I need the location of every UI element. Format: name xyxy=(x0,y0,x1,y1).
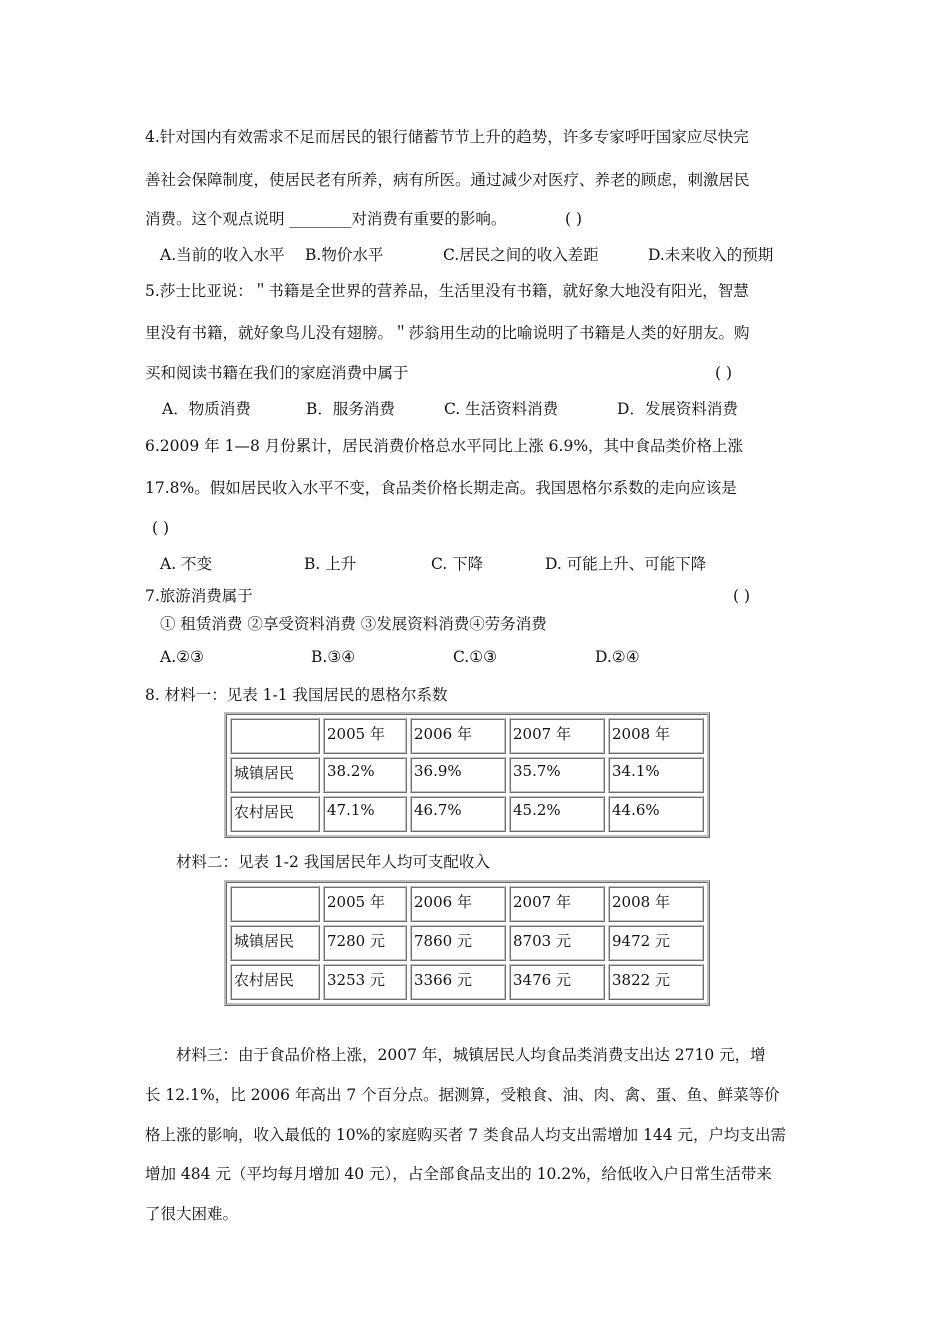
table-cell: 9472 元 xyxy=(608,925,704,961)
table-cell: 3366 元 xyxy=(410,964,506,1000)
q6-line-2: 17.8%。假如居民收入水平不变，食品类价格长期走高。我国恩格尔系数的走向应该是 xyxy=(145,479,737,497)
q5-line-3: 买和阅读书籍在我们的家庭消费中属于 xyxy=(145,364,409,382)
material-2-caption: 材料二：见表 1-2 我国居民年人均可支配收入 xyxy=(176,853,490,871)
table-cell: 36.9% xyxy=(410,757,506,793)
q5-answer-bracket: ( ) xyxy=(715,364,733,382)
q5-option-a: A．物质消费 xyxy=(162,400,251,418)
table-cell xyxy=(230,886,320,922)
q6-option-c: C. 下降 xyxy=(431,555,484,573)
table-cell: 3253 元 xyxy=(323,964,407,1000)
q7-option-b: B.③④ xyxy=(311,648,356,666)
table-cell: 2007 年 xyxy=(509,718,605,754)
table-cell: 34.1% xyxy=(608,757,704,793)
table-cell: 3476 元 xyxy=(509,964,605,1000)
table-row xyxy=(230,796,704,832)
table-cell: 2007 年 xyxy=(509,886,605,922)
table-cell xyxy=(230,718,320,754)
q5-option-b: B．服务消费 xyxy=(306,400,395,418)
q4-option-b: B.物价水平 xyxy=(305,246,384,264)
q7-line-1: 7.旅游消费属于 xyxy=(145,587,253,605)
q6-option-d: D. 可能上升、可能下降 xyxy=(545,555,707,573)
material-1-caption: 8. 材料一：见表 1-1 我国居民的恩格尔系数 xyxy=(145,686,448,704)
q7-option-a: A.②③ xyxy=(160,648,204,666)
disposable-income-table xyxy=(224,880,710,1006)
q5-line-1: 5.莎士比亚说：＂书籍是全世界的营养品，生活里没有书籍，就好象大地没有阳光，智慧 xyxy=(145,282,749,300)
table-row xyxy=(230,757,704,793)
q6-option-b: B. 上升 xyxy=(304,555,357,573)
table-cell: 44.6% xyxy=(608,796,704,832)
q4-line-3: 消费。这个观点说明 ________对消费有重要的影响。 xyxy=(145,210,507,228)
table-row xyxy=(230,925,704,961)
table-cell: 45.2% xyxy=(509,796,605,832)
q4-line-1: 4.针对国内有效需求不足而居民的银行储蓄节节上升的趋势，许多专家呼吁国家应尽快完 xyxy=(145,128,749,146)
engel-coefficient-table xyxy=(224,712,710,838)
q5-option-c: C. 生活资料消费 xyxy=(444,400,559,418)
q6-option-a: A. 不变 xyxy=(160,555,213,573)
q4-answer-bracket: ( ) xyxy=(565,210,583,228)
q4-option-a: A.当前的收入水平 xyxy=(160,246,285,264)
q6-answer-bracket: ( ) xyxy=(152,519,170,537)
q6-line-1: 6.2009 年 1—8 月份累计，居民消费价格总水平同比上涨 6.9%，其中食品类价格上涨 xyxy=(145,437,744,455)
table-cell: 8703 元 xyxy=(509,925,605,961)
table-cell: 47.1% xyxy=(323,796,407,832)
table-cell: 农村居民 xyxy=(230,796,320,832)
table-cell: 2005 年 xyxy=(323,886,407,922)
q7-option-c: C.①③ xyxy=(453,648,498,666)
q7-items: ① 租赁消费 ②享受资料消费 ③发展资料消费④劳务消费 xyxy=(160,615,547,633)
table-cell: 城镇居民 xyxy=(230,925,320,961)
table-cell: 2005 年 xyxy=(323,718,407,754)
table-cell: 2008 年 xyxy=(608,886,704,922)
table-cell: 2008 年 xyxy=(608,718,704,754)
table-row xyxy=(230,718,704,754)
material-3-line-2: 长 12.1%，比 2006 年高出 7 个百分点。据测算，受粮食、油、肉、禽、蛋、鱼、鲜菜等价 xyxy=(145,1086,780,1104)
table-cell: 3822 元 xyxy=(608,964,704,1000)
table-cell: 46.7% xyxy=(410,796,506,832)
table-cell: 35.7% xyxy=(509,757,605,793)
table-cell: 城镇居民 xyxy=(230,757,320,793)
table-cell: 2006 年 xyxy=(410,718,506,754)
table-row xyxy=(230,964,704,1000)
table-cell: 2006 年 xyxy=(410,886,506,922)
q4-option-d: D.未来收入的预期 xyxy=(648,246,774,264)
q7-answer-bracket: ( ) xyxy=(733,587,751,605)
material-3-line-4: 增加 484 元（平均每月增加 40 元），占全部食品支出的 10.2%，给低收入户日常生活带来 xyxy=(145,1165,772,1183)
q5-line-2: 里没有书籍，就好象鸟儿没有翅膀。＂莎翁用生动的比喻说明了书籍是人类的好朋友。购 xyxy=(145,324,750,342)
material-3-line-3: 格上涨的影响，收入最低的 10%的家庭购买者 7 类食品人均支出需增加 144 元，户均支出需 xyxy=(145,1126,787,1144)
table-cell: 农村居民 xyxy=(230,964,320,1000)
table-cell: 7860 元 xyxy=(410,925,506,961)
table-row xyxy=(230,886,704,922)
table-cell: 38.2% xyxy=(323,757,407,793)
material-3-line-5: 了很大困难。 xyxy=(145,1205,239,1223)
q4-option-c: C.居民之间的收入差距 xyxy=(443,246,599,264)
q5-option-d: D．发展资料消费 xyxy=(617,400,738,418)
material-3-line-1: 材料三：由于食品价格上涨，2007 年，城镇居民人均食品类消费支出达 2710 元，增 xyxy=(176,1046,766,1064)
q7-option-d: D.②④ xyxy=(595,648,640,666)
table-cell: 7280 元 xyxy=(323,925,407,961)
q4-line-2: 善社会保障制度，使居民老有所养，病有所医。通过减少对医疗、养老的顾虑，刺激居民 xyxy=(145,171,750,189)
